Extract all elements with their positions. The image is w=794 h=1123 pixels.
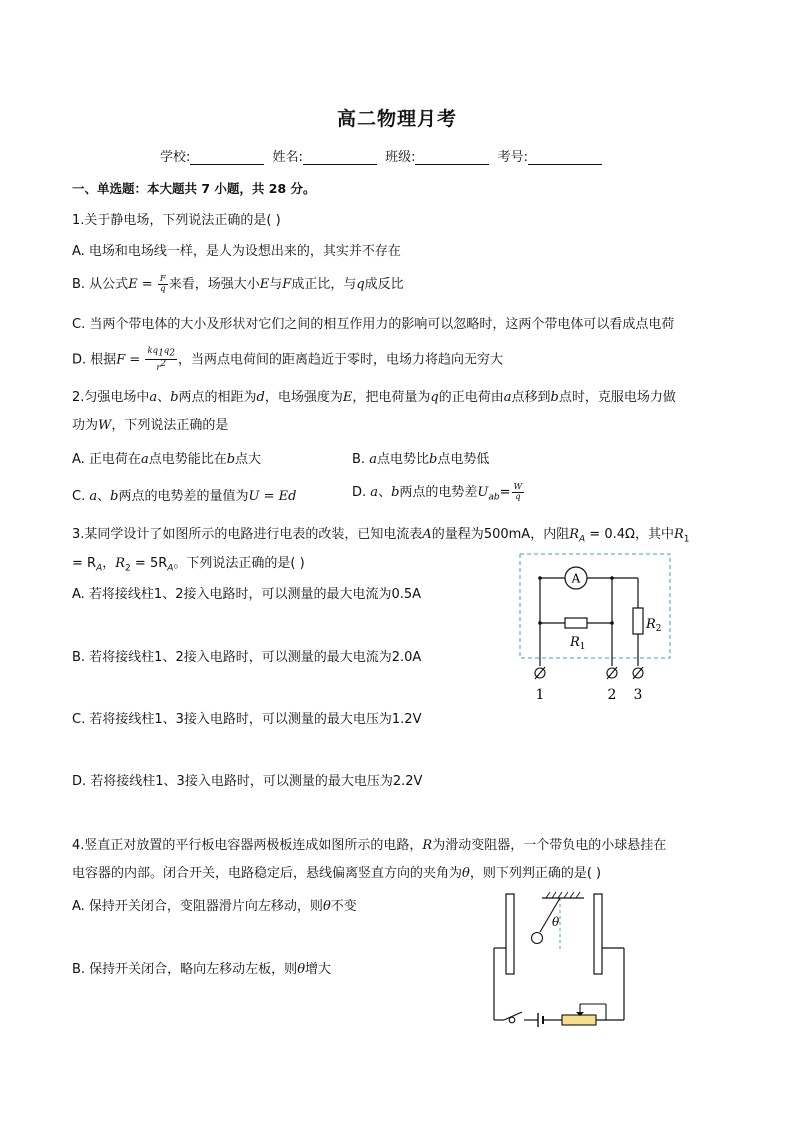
q4-option-b[interactable]: B. 保持开关闭合，略向左移动左板，则θ增大 [72, 962, 332, 977]
q2-stem-line1: 2.匀强电场中a、b两点的相距为d，电场强度为E，把电荷量为q的正电荷由a点移到b点时，克服电场力做 [72, 390, 676, 405]
q1-stem: 1.关于静电场，下列说法正确的是( ) [72, 213, 281, 228]
q3-stem-line1: 3.某同学设计了如图所示的电路进行电表的改装，已知电流表A的量程为500mA，内阻$R_A = 0.4\Omega$，其中$R_1$ [72, 527, 690, 545]
q4-stem-line1: 4.竖直正对放置的平行板电容器两极板连成如图所示的电路，R为滑动变阻器，一个带负电的小球悬挂在 [72, 838, 667, 853]
q4-stem-line2: 电容器的内部。闭合开关，电路稳定后，悬线偏离竖直方向的夹角为θ，则下列判正确的是( ) [72, 866, 602, 881]
page-title: 高二物理月考 [336, 108, 457, 130]
switch-icon [509, 1017, 515, 1023]
terminal-3-label: 3 [633, 687, 643, 703]
terminal-1 [535, 667, 545, 679]
q4-option-a[interactable]: A. 保持开关闭合，变阻器滑片向左移动，则θ不变 [72, 899, 357, 914]
name-label: 姓名: [272, 150, 303, 165]
terminal-2 [607, 667, 617, 679]
name-blank[interactable] [303, 150, 377, 165]
fraction-W-over-q: $\frac{W}{q}$ [513, 482, 523, 502]
dashed-box [520, 554, 670, 658]
q3-circuit-diagram [510, 548, 680, 708]
terminal-2-label: 2 [607, 687, 617, 703]
terminal-3 [633, 667, 643, 679]
class-blank[interactable] [415, 150, 489, 165]
q1-option-c[interactable]: C. 当两个带电体的大小及形状对它们之间的相互作用力的影响可以忽略时，这两个带电体可以看成点电荷 [72, 317, 675, 332]
theta-label: θ [552, 915, 560, 929]
q2-option-a[interactable]: A. 正电荷在a点电势能比在b点大 [72, 452, 262, 467]
terminal-1-label: 1 [535, 687, 545, 703]
q3-option-a[interactable]: A. 若将接线柱1、2接入电路时，可以测量的最大电流为0.5A [72, 587, 422, 602]
ammeter-label: A [571, 571, 581, 586]
q3-stem-line2: = $R_A$，$R_2 = 5R_A$。下列说法正确的是( ) [72, 556, 305, 574]
q1-option-b[interactable]: B. 从公式E = $\frac{F}{q}$ 来看，场强大小E与F成正比，与q成反比 [72, 274, 404, 294]
resistor-r1 [565, 618, 587, 628]
q4-capacitor-diagram [488, 888, 636, 1028]
fraction-F-over-q: $\frac{F}{q}$ [159, 274, 166, 294]
q3-option-d[interactable]: D. 若将接线柱1、3接入电路时，可以测量的最大电压为2.2V [72, 774, 423, 789]
resistor-r2 [633, 608, 643, 634]
school-blank[interactable] [190, 150, 264, 165]
q2-option-d[interactable]: D. a、b两点的电势差$U_{ab}=$ $\frac{W}{q}$ [352, 482, 523, 503]
charged-ball [532, 933, 543, 944]
rheostat [562, 1015, 596, 1025]
left-plate [506, 894, 514, 974]
class-label: 班级: [385, 150, 416, 165]
number-blank[interactable] [528, 150, 602, 165]
number-label: 考号: [497, 150, 528, 165]
q2-option-b[interactable]: B. a点电势比b点电势低 [352, 452, 490, 467]
r1-label: $R_1$ [570, 635, 586, 652]
school-label: 学校: [160, 150, 191, 165]
q3-option-c[interactable]: C. 若将接线柱1、3接入电路时，可以测量的最大电压为1.2V [72, 712, 422, 727]
right-plate [594, 894, 602, 974]
r2-label: $R_2$ [646, 617, 662, 634]
q1-option-d[interactable]: D. 根据F = $\frac{kq_1q_2}{r^2}$ ，当两点电荷间的距离趋近于零时，电场力将趋向无穷大 [72, 346, 503, 373]
q3-option-b[interactable]: B. 若将接线柱1、2接入电路时，可以测量的最大电流为2.0A [72, 650, 422, 665]
section-heading: 一、单选题：本大题共 7 小题，共 28 分。 [72, 181, 316, 196]
student-info-line [160, 146, 606, 165]
fraction-coulomb: $\frac{kq_1q_2}{r^2}$ [147, 346, 175, 373]
q2-option-c[interactable]: C. a、b两点的电势差的量值为U = Ed [72, 489, 297, 504]
q1-option-a[interactable]: A. 电场和电场线一样，是人为设想出来的，其实并不存在 [72, 244, 401, 259]
q2-stem-line2: 功为W，下列说法正确的是 [72, 418, 229, 433]
